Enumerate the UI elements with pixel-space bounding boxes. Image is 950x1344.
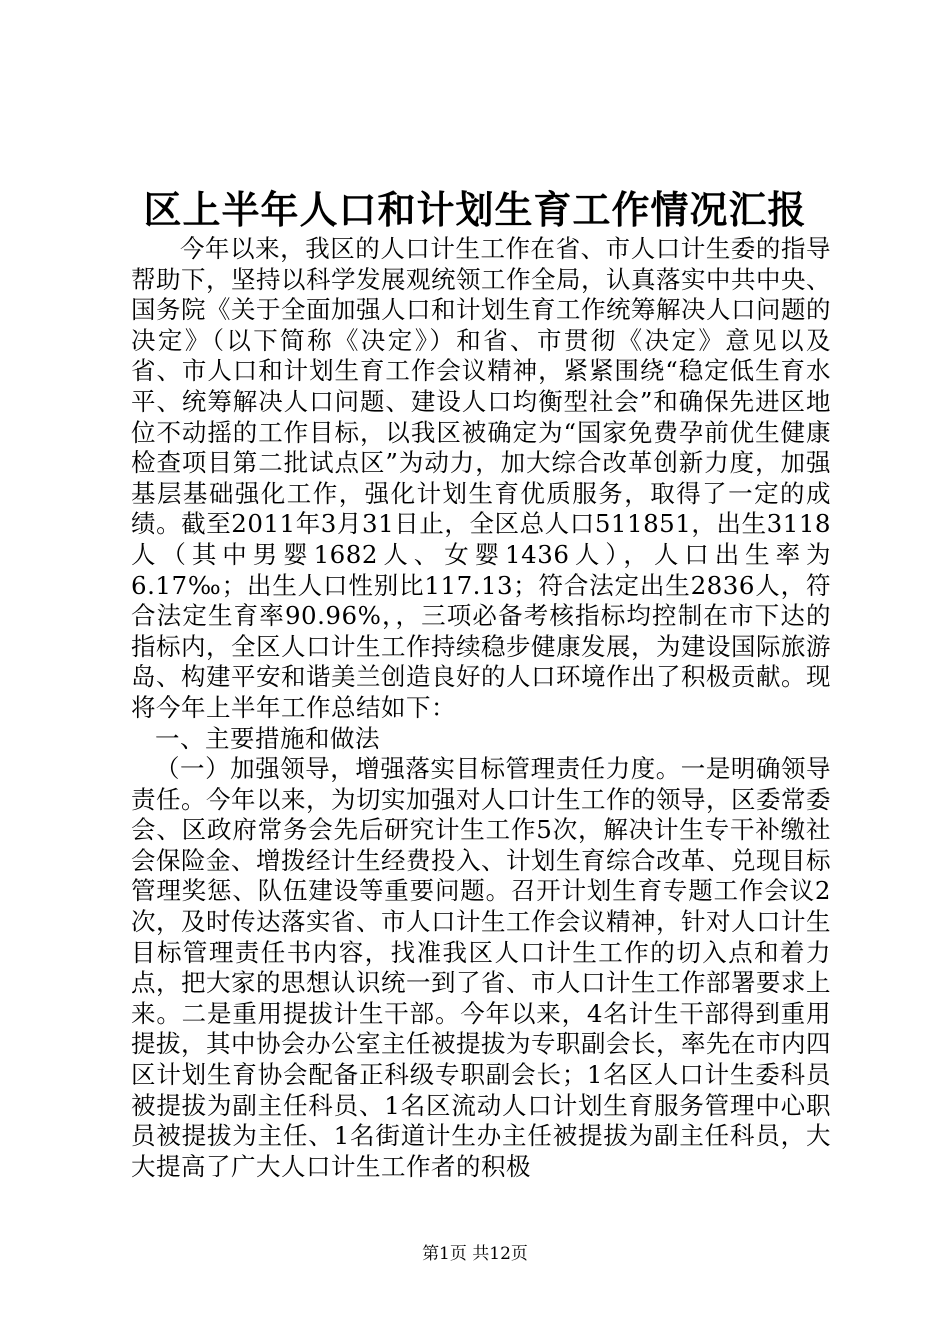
measures-paragraph: （一）加强领导，增强落实目标管理责任力度。一是明确领导责任。今年以来，为切实加强对人口计生工作的领导，区委常委会、区政府常务会先后研究计生工作5次，解决计生专干补缴社会保险金、增拨经计生经费投入、计划生育综合改革、兑现目标管理奖惩、队伍建设等重要问题。召开计划生育专题工作会议2次，及时传达落实省、市人口计生工作会议精神，针对人口计生目标管理责任书内容，找准我区人口计生工作的切入点和着力点，把大家的思想认识统一到了省、市人口计生工作部署要求上来。二是重用提拔计生干部。今年以来，4名计生干部得到重用提拔，其中协会办公室主任被提拔为专职副会长，率先在市内四区计划生育协会配备正科级专职副会长；1名区人口计生委科员被提拔为副主任科员、1名区流动人口计划生育服务管理中心职员被提拔为主任、1名街道计生办主任被提拔为副主任科员，大大提高了广大人口计生工作者的积极 [131, 754, 831, 1181]
page-number: 第1页 共12页 [422, 1244, 528, 1264]
document-title: 区上半年人口和计划生育工作情况汇报 [143, 187, 807, 232]
document-body [131, 234, 831, 1182]
section-heading: 一、主要措施和做法 [155, 723, 380, 753]
intro-paragraph: 今年以来，我区的人口计生工作在省、市人口计生委的指导帮助下，坚持以科学发展观统领工作全局，认真落实中共中央、国务院《关于全面加强人口和计划生育工作统筹解决人口问题的决定》（以下简称《决定》）和省、市贯彻《决定》意见以及省、市人口和计划生育工作会议精神，紧紧围绕“稳定低生育水平、统筹解决人口问题、建设人口均衡型社会”和确保先进区地位不动摇的工作目标，以我区被确定为“国家免费孕前优生健康检查项目第二批试点区”为动力，加大综合改革创新力度，加强基层基础强化工作，强化计划生育优质服务，取得了一定的成绩。截至2011年3月31日止，全区总人口511851，出生3118人（其中男婴1682人、女婴1436人），人口出生率为6.17‰；出生人口性别比117.13；符合法定出生2836人，符合法定生育率90.96%，，三项必备考核指标均控制在市下达的指标内，全区人口计生工作持续稳步健康发展，为建设国际旅游岛、构建平安和谐美兰创造良好的人口环境作出了积极贡献。现将今年上半年工作总结如下： [131, 234, 831, 722]
